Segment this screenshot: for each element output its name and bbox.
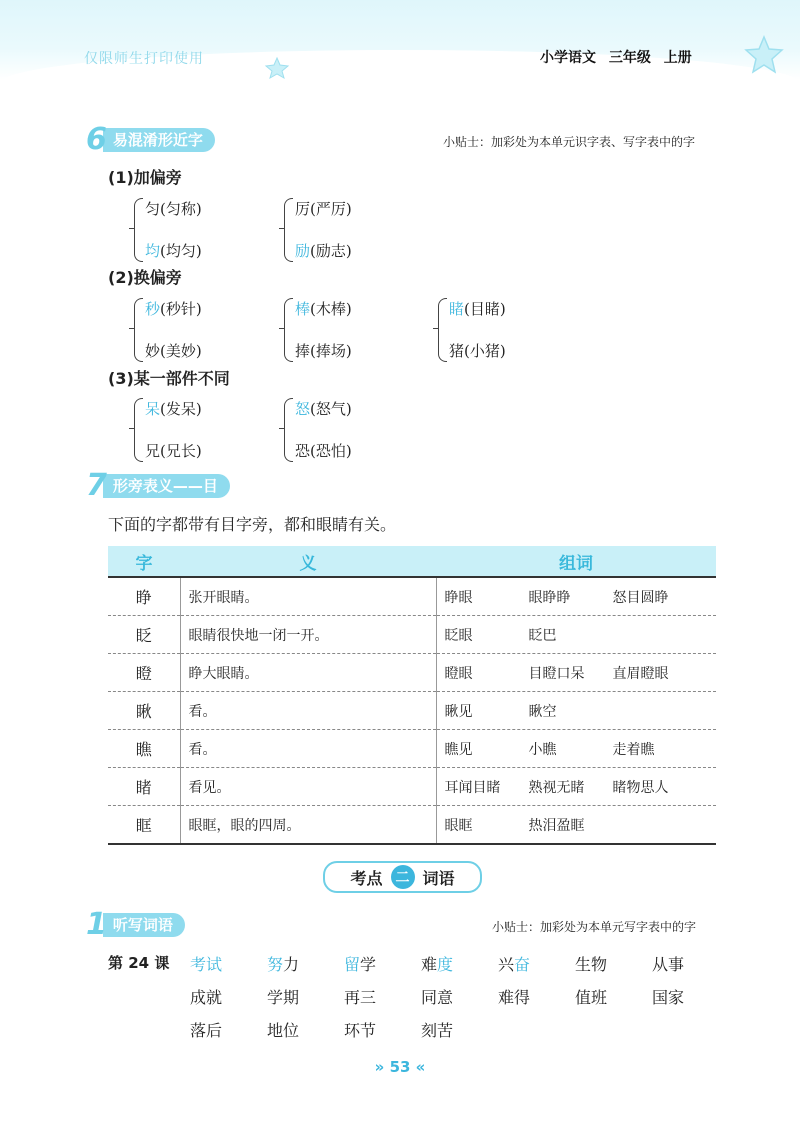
char-pair xyxy=(134,198,202,262)
char: 匀 xyxy=(145,200,161,218)
word-part: 刻苦 xyxy=(421,1021,454,1040)
char: 恐 xyxy=(295,442,311,460)
group-heading: (2)换偏旁 xyxy=(108,268,182,287)
table-row xyxy=(108,806,716,845)
word-part: 从事 xyxy=(652,955,685,974)
example-word: (均匀) xyxy=(160,242,202,260)
example-word: (小猪) xyxy=(464,342,506,360)
word-part: 同意 xyxy=(421,988,454,1007)
table-char: 眶 xyxy=(108,806,180,845)
compound-word: 瞅见 xyxy=(444,703,473,720)
compound-word: 瞧见 xyxy=(444,741,473,758)
lesson-label: 第 24 课 xyxy=(108,954,170,972)
section-number: 1 xyxy=(86,907,107,942)
page-number-text: 53 xyxy=(389,1058,411,1076)
char: 兄 xyxy=(145,442,161,460)
brace-icon xyxy=(284,298,293,362)
dictation-word xyxy=(498,952,530,975)
meaning-table xyxy=(108,546,716,845)
section-heading xyxy=(86,907,185,942)
table-words xyxy=(436,577,716,616)
section-title: 易混淆形近字 xyxy=(103,128,215,152)
banner-right: 词语 xyxy=(422,868,455,888)
table-row xyxy=(108,616,716,654)
char-pair xyxy=(284,298,352,362)
example-word: (励志) xyxy=(310,242,352,260)
table-row xyxy=(108,577,716,616)
example-word: (怒气) xyxy=(310,400,352,418)
brace-icon xyxy=(438,298,447,362)
section-title: 形旁表义——目 xyxy=(103,474,230,498)
table-meaning: 张开眼睛。 xyxy=(180,577,436,616)
table-row xyxy=(108,768,716,806)
dictation-word xyxy=(190,1018,222,1041)
dictation-word xyxy=(267,985,299,1008)
dictation-word xyxy=(575,952,607,975)
word-part: 值班 xyxy=(575,988,608,1007)
compound-word: 小瞧 xyxy=(528,741,557,758)
table-char: 睹 xyxy=(108,768,180,806)
example-word: (目睹) xyxy=(464,300,506,318)
group-heading: (3)某一部件不同 xyxy=(108,369,230,388)
star-icon xyxy=(264,56,290,80)
compound-word: 睹物思人 xyxy=(612,779,669,796)
star-icon xyxy=(742,34,786,78)
dictation-word xyxy=(344,1018,376,1041)
dictation-word xyxy=(267,952,299,975)
banner-number: 二 xyxy=(391,865,415,889)
word-part: 力 xyxy=(283,955,300,974)
dictation-word xyxy=(190,952,222,975)
word-part-highlight: 努 xyxy=(267,955,284,974)
compound-word: 走着瞧 xyxy=(612,741,655,758)
book-info: 小学语文 三年级 上册 xyxy=(540,50,692,66)
dictation-word xyxy=(421,952,453,975)
dictation-word xyxy=(575,985,607,1008)
dictation-word xyxy=(652,952,684,975)
table-char: 瞅 xyxy=(108,692,180,730)
compound-word: 直眉瞪眼 xyxy=(612,665,669,682)
word-part: 兴 xyxy=(498,955,515,974)
compound-word: 热泪盈眶 xyxy=(528,817,585,834)
table-char: 眨 xyxy=(108,616,180,654)
dictation-word xyxy=(267,1018,299,1041)
compound-word: 眨眼 xyxy=(444,627,473,644)
compound-word: 目瞪口呆 xyxy=(528,665,585,682)
table-row xyxy=(108,692,716,730)
example-word: (恐怕) xyxy=(310,442,352,460)
word-part: 国家 xyxy=(652,988,685,1007)
compound-word: 瞪眼 xyxy=(444,665,473,682)
table-meaning: 看见。 xyxy=(180,768,436,806)
char-highlight: 睹 xyxy=(449,300,465,318)
exam-point-banner xyxy=(323,861,482,893)
word-part: 落后 xyxy=(190,1021,223,1040)
word-part: 难 xyxy=(421,955,438,974)
example-word: (兄长) xyxy=(160,442,202,460)
compound-word: 瞅空 xyxy=(528,703,557,720)
example-word: (发呆) xyxy=(160,400,202,418)
table-meaning: 看。 xyxy=(180,730,436,768)
table-words xyxy=(436,730,716,768)
intro-text: 下面的字都带有目字旁，都和眼睛有关。 xyxy=(108,515,397,534)
word-part: 地位 xyxy=(267,1021,300,1040)
table-words xyxy=(436,654,716,692)
word-part-highlight: 度 xyxy=(437,955,454,974)
example-word: (木棒) xyxy=(310,300,352,318)
banner-left: 考点 xyxy=(350,868,383,888)
table-char: 瞪 xyxy=(108,654,180,692)
char-highlight: 怒 xyxy=(295,400,311,418)
table-header: 组词 xyxy=(436,546,716,577)
char-highlight: 均 xyxy=(145,242,161,260)
compound-word: 眼睁睁 xyxy=(528,589,571,606)
dictation-word xyxy=(190,985,222,1008)
char: 妙 xyxy=(145,342,161,360)
example-word: (捧场) xyxy=(310,342,352,360)
compound-word: 怒目圆睁 xyxy=(612,589,669,606)
tip-text: 小贴士：加彩处为本单元识字表、写字表中的字 xyxy=(443,135,696,149)
word-part: 学期 xyxy=(267,988,300,1007)
char-highlight: 励 xyxy=(295,242,311,260)
word-part-highlight: 留 xyxy=(344,955,361,974)
watermark: 仅限师生打印使用 xyxy=(84,51,204,67)
table-words xyxy=(436,768,716,806)
example-word: (美妙) xyxy=(160,342,202,360)
arrow-left-icon: « xyxy=(415,1058,426,1076)
char-pair xyxy=(284,398,352,462)
word-part: 学 xyxy=(360,955,377,974)
table-words xyxy=(436,692,716,730)
char-pair xyxy=(134,298,202,362)
brace-icon xyxy=(284,398,293,462)
brace-icon xyxy=(134,398,143,462)
word-part: 再三 xyxy=(344,988,377,1007)
table-meaning: 眼睛很快地一闭一开。 xyxy=(180,616,436,654)
section-number: 7 xyxy=(86,468,107,503)
example-word: (秒针) xyxy=(160,300,202,318)
word-part: 成就 xyxy=(190,988,223,1007)
dictation-word xyxy=(421,1018,453,1041)
dictation-word xyxy=(652,985,684,1008)
char-pair xyxy=(134,398,202,462)
word-part-highlight: 奋 xyxy=(514,955,531,974)
word-part-highlight: 考试 xyxy=(190,955,223,974)
compound-word: 熟视无睹 xyxy=(528,779,585,796)
section-heading xyxy=(86,468,230,503)
compound-word: 眼眶 xyxy=(444,817,473,834)
example-word: (严厉) xyxy=(310,200,352,218)
table-row xyxy=(108,654,716,692)
dictation-word xyxy=(498,985,530,1008)
char: 厉 xyxy=(295,200,311,218)
dictation-word xyxy=(421,985,453,1008)
compound-word: 睁眼 xyxy=(444,589,473,606)
table-meaning: 眼眶，眼的四周。 xyxy=(180,806,436,845)
dictation-word xyxy=(344,985,376,1008)
compound-word: 耳闻目睹 xyxy=(444,779,501,796)
char-pair xyxy=(284,198,352,262)
table-words xyxy=(436,806,716,845)
char: 猪 xyxy=(449,342,465,360)
table-meaning: 睁大眼睛。 xyxy=(180,654,436,692)
char-pair xyxy=(438,298,506,362)
table-header-row xyxy=(108,546,716,577)
table-char: 瞧 xyxy=(108,730,180,768)
table-header: 义 xyxy=(180,546,436,577)
table-char: 睁 xyxy=(108,577,180,616)
tip-text: 小贴士：加彩处为本单元写字表中的字 xyxy=(492,920,697,934)
page-number xyxy=(370,1058,430,1076)
brace-icon xyxy=(134,298,143,362)
group-heading: (1)加偏旁 xyxy=(108,168,182,187)
brace-icon xyxy=(134,198,143,262)
example-word: (匀称) xyxy=(160,200,202,218)
compound-word: 眨巴 xyxy=(528,627,557,644)
word-part: 环节 xyxy=(344,1021,377,1040)
table-row xyxy=(108,730,716,768)
table-meaning: 看。 xyxy=(180,692,436,730)
char-highlight: 呆 xyxy=(145,400,161,418)
section-number: 6 xyxy=(86,122,107,157)
char: 捧 xyxy=(295,342,311,360)
char-highlight: 棒 xyxy=(295,300,311,318)
section-heading xyxy=(86,122,215,157)
word-part: 难得 xyxy=(498,988,531,1007)
brace-icon xyxy=(284,198,293,262)
arrow-right-icon: » xyxy=(374,1058,385,1076)
section-title: 听写词语 xyxy=(103,913,185,937)
char-highlight: 秒 xyxy=(145,300,161,318)
word-part: 生物 xyxy=(575,955,608,974)
dictation-word xyxy=(344,952,376,975)
table-header: 字 xyxy=(108,546,180,577)
table-words xyxy=(436,616,716,654)
